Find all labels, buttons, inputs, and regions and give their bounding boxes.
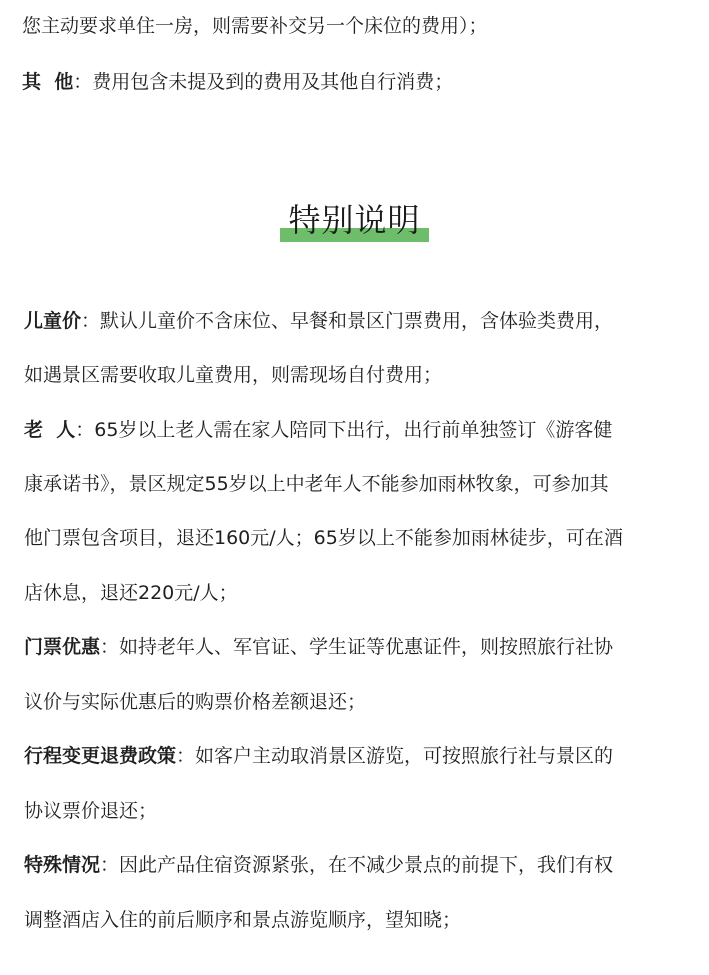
special-case-label: 特殊情况 xyxy=(24,854,101,876)
intro-line-1: 您主动要求单住一房，则需要补交另一个床位的费用）； xyxy=(22,15,488,37)
elderly-line-4: 店休息，退还220元/人； xyxy=(24,582,238,604)
section-title: 特别说明 xyxy=(284,196,424,244)
elderly-label: 老 人 xyxy=(24,419,76,441)
child-price-line-2: 如遇景区需要收取儿童费用，则需现场自付费用； xyxy=(24,364,443,386)
child-price-label: 儿童价 xyxy=(24,310,82,332)
elderly-line-2: 康承诺书》，景区规定55岁以上中老年人不能参加雨林牧象，可参加其 xyxy=(24,473,609,495)
ticket-discount-line-1: 门票优惠：如持老年人、军官证、学生证等优惠证件，则按照旅行社协 xyxy=(24,636,614,658)
elderly-line-1: 老 人：65岁以上老人需在家人陪同下出行，出行前单独签订《游客健 xyxy=(24,419,613,441)
other-fees-label: 其 他 xyxy=(22,71,74,93)
elderly-line-3: 他门票包含项目，退还160元/人；65岁以上不能参加雨林徒步，可在酒 xyxy=(24,527,623,549)
itinerary-change-line-2: 协议票价退还； xyxy=(24,800,158,822)
special-case-line-2: 调整酒店入住的前后顺序和景点游览顺序，望知晓； xyxy=(24,909,462,931)
section-title-wrap xyxy=(0,196,709,244)
child-price-line-1: 儿童价：默认儿童价不含床位、早餐和景区门票费用，含体验类费用， xyxy=(24,310,614,332)
itinerary-change-label: 行程变更退费政策 xyxy=(24,745,177,767)
other-fees-text: ：费用包含未提及到的费用及其他自行消费； xyxy=(73,71,454,93)
other-fees-line xyxy=(22,67,453,97)
special-case-line-1: 特殊情况：因此产品住宿资源紧张，在不减少景点的前提下，我们有权 xyxy=(24,854,614,876)
itinerary-change-line-1: 行程变更退费政策：如客户主动取消景区游览，可按照旅行社与景区的 xyxy=(24,745,614,767)
ticket-discount-line-2: 议价与实际优惠后的购票价格差额退还； xyxy=(24,691,367,713)
ticket-discount-label: 门票优惠 xyxy=(24,636,101,658)
